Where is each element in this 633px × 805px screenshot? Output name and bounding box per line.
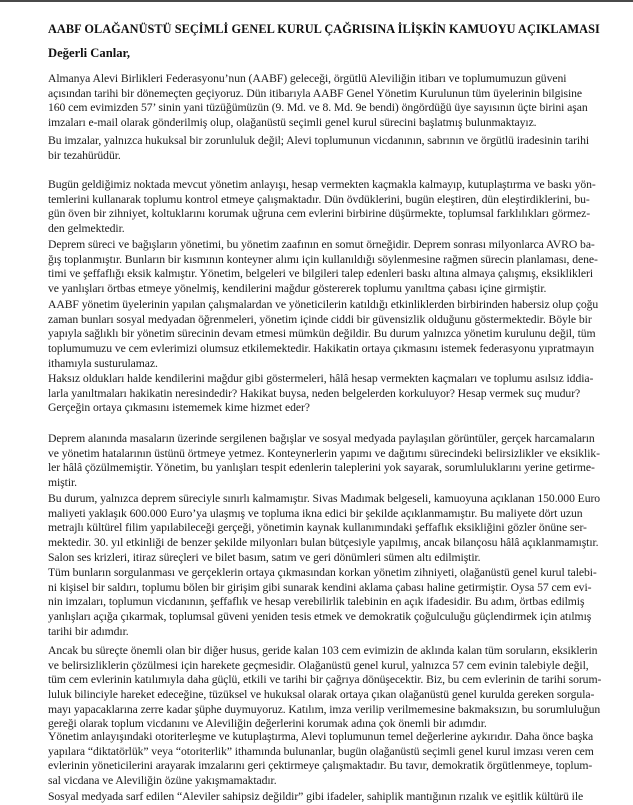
paragraph-line: 160 cem evimizden 57’ sinin yani tüzüğümüzün (9. Md. ve 8. Md. 9e bendi) öngördüğü üye sayısının üçte birini aşan [48, 101, 588, 115]
document-title: AABF OLAĞANÜSTÜ SEÇİMLİ GENEL KURUL ÇAĞRISINA İLİŞKİN KAMUOYU AÇIKLAMASI [48, 22, 600, 36]
paragraph [48, 644, 608, 732]
paragraph-line: mektedir. 30. yıl etkinliği de benzer şekilde milyonları bulan bütçesiyle yapılmış, ancak bilançosu hâlâ açıklanmamıştır. [48, 536, 599, 550]
paragraph-line: toplumumuzu ve cem evlerimizi olumsuz etkilemektedir. Hakikatin ortaya çıkmasını istemek federasyonu yıpratmayın [48, 342, 595, 356]
paragraph-line: Almanya Alevi Birlikleri Federasyonu’nun (AABF) geleceği, örgütlü Aleviliğin itibarı ve toplumumuzun güveni [48, 72, 567, 85]
paragraph-line: zaman bunları sosyal medyadan öğrenmeleri, yönetim içinde ciddi bir güvensizlik olduğunu göstermektedir. Böyle bir [48, 312, 592, 326]
paragraph-line: Yönetim anlayışındaki otoriterleşme ve kutuplaştırma, Alevi toplumunun temel değerlerine aykırıdır. Daha önce başka [48, 730, 594, 743]
paragraph [48, 72, 608, 131]
paragraph [48, 372, 608, 416]
paragraph-line: Gerçeğin ortaya çıkmasını istememek kime hizmet eder? [48, 401, 310, 415]
paragraph-line: temlerini kullanarak toplumu kontrol etmeye çalışmaktadır. Dün övdüklerini, bugün eleştiren, dün eleştirdiklerini, bu- [48, 192, 590, 206]
paragraph-line: bir tezahürüdür. [48, 148, 121, 162]
paragraph-line: ve yönetim hatalarının üstünü örtmeye yetmez. Konteynerlerin yapımı ve dağıtımı sürecindeki belirsizlikler ve eksiklik- [48, 446, 600, 460]
paragraph-line: gereği olarak toplum vicdanını ve Aleviliğin değerlerini korumak adına çok önemli bir adımdır. [48, 717, 487, 731]
paragraph [48, 790, 608, 805]
paragraph [48, 730, 608, 789]
paragraph-line: Ancak bu süreçte önemli olan bir diğer husus, geride kalan 103 cem evimizin de aklında kalan tüm soruların, eksiklerin [48, 644, 598, 657]
paragraph-line: evlerinin yöneticilerini arayarak imzalarını geri çektirmeye çalışmaktadır. Bu tavır, demokratik örgütlenmeye, toplum- [48, 759, 593, 773]
paragraph-line: Tüm bunların sorgulanması ve gerçeklerin ortaya çıkmasından korkan yönetim zihniyeti, olağanüstü genel kurul talebi- [48, 566, 597, 579]
paragraph-line: Haksız oldukları halde kendilerini mağdur gibi göstermeleri, hâlâ hesap vermekten kaçmaları ve toplumu asılsız iddia- [48, 372, 594, 385]
paragraph-line: Bugün geldiğimiz noktada mevcut yönetim anlayışı, hesap vermekten kaçmakla kalmayıp, kutuplaştırma ve baskı yön- [48, 178, 596, 191]
paragraph-line: Deprem süreci ve bağışların yönetimi, bu yönetim zaafının en somut örneğidir. Deprem sonrası milyonlarca AVRO ba- [48, 238, 595, 251]
paragraph [48, 566, 608, 639]
paragraph-line: mayı yapacaklarına zerre kadar şüphe duymuyoruz. Katılım, imza verilip verilmemesine bakmaksızın, bu sorumluluğun [48, 702, 601, 716]
paragraph-line: metrajlı kültürel filim yapılabileceği gerçeği, yönetimin kaynak kullanımındaki şeffaflık eksikliğini gözler önüne ser- [48, 521, 587, 535]
paragraph [48, 238, 608, 297]
paragraph-line: gün öven bir zihniyet, koltuklarını korumak uğruna cem evlerini birbirine düşürmekte, toplumsal farklılıkları görmez- [48, 207, 591, 221]
paragraph-line: ni kişisel bir saldırı, toplumu bölen bir girişim gibi sunarak kendini aklama çabası haline getirmiştir. Oysa 57 cem evi- [48, 580, 592, 594]
paragraph-line: açısından tarihi bir dönemeçten geçiyoruz. Dün itibarıyla AABF Genel Yönetim Kurulunun tüm üyelerinin bilgisine [48, 86, 583, 100]
paragraph [48, 298, 608, 371]
window-top-border [0, 0, 633, 2]
paragraph-line: yapılara “diktatörlük” veya “otoriterlik” ithamında bulunanlar, bugün olağanüstü seçimli genel kurul imzası veren cem [48, 744, 594, 758]
paragraph [48, 134, 608, 163]
paragraph-line: tarihi bir adımdır. [48, 624, 129, 638]
paragraph-line: ler hâlâ çözülmemiştir. Yönetim, bu yanlışları tespit edenlerin taleplerini yok sayarak, sorumluluklarını yerine getirme- [48, 461, 595, 475]
paragraph-line: miştir. [48, 476, 77, 490]
paragraph-line: Bu durum, yalnızca deprem süreciyle sınırlı kalmamıştır. Sivas Madımak belgeseli, kamuoyuna açıklanan 150.000 Euro [48, 492, 601, 505]
paragraph-line: nin imzaları, toplumun vicdanının, şeffaflık ve hesap verebilirlik talebinin en açık ifadesidir. Bu adım, örtbas edilmiş [48, 595, 585, 609]
paragraph [48, 432, 608, 491]
paragraph-line: maliyeti yaklaşık 600.000 Euro’ya ulaşmış ve topluma ikna edici bir şekilde açıklanmamıştır. Bu maliyete dört uzun [48, 506, 583, 520]
paragraph-line: yanlışları açığa çıkarmak, toplumsal güveni yeniden tesis etmek ve demokratik çoğulculuğu güçlendirmek için atılmış [48, 610, 592, 624]
paragraph-line: AABF yönetim üyelerinin yapılan çalışmalardan ve yöneticilerin katıldığı etkinliklerden birbirinden habersiz olup çoğu [48, 298, 599, 311]
paragraph [48, 178, 608, 237]
paragraph-line: sal vicdana ve Aleviliğin özüne yakışmamaktadır. [48, 774, 277, 788]
paragraph-line: Sosyal medyada sarf edilen “Aleviler sahipsiz değildir” gibi ifadeler, sahiplik mantığının rızalık ve eşitlik kültürü ile [48, 790, 584, 803]
paragraph-line: Deprem alanında masaların üzerinde sergilenen bağışlar ve sosyal medyada paylaşılan görüntüler, gerçek harcamaların [48, 432, 595, 445]
paragraph-line: ithamıyla susturulamaz. [48, 356, 158, 370]
paragraph-line: ve belirsizliklerin çözülmesi için harekete geçmesidir. Olağanüstü genel kurul, yalnızca 57 cem evinin talebiyle değil, [48, 658, 589, 672]
paragraph-line: larla yanıltmaları hakikatin neresindedir? Hakikat buysa, neden belgelerden korkuluyor? Hesap vermek suç mudur? [48, 386, 581, 400]
paragraph-line: ve yanlışları örtbas etmeye yönelmiş, kendilerini mağdur göstererek toplumu yanıltma çabası içine girmiştir. [48, 282, 547, 296]
paragraph-line: Bu imzalar, yalnızca hukuksal bir zorunluluk değil; Alevi toplumunun vicdanının, sabrının ve örgütlü iradesinin tarihi [48, 134, 590, 147]
paragraph-line: ğış toplanmıştır. Bunların bir kısmının konteyner alımı için kullanıldığı söylenmesine rağmen sürecin planlaması, dene- [48, 252, 598, 266]
paragraph-line: imzaları e-mail olarak gönderilmiş olup, olağanüstü seçimli genel kurul sürecini başlatmış bulunmaktayız. [48, 116, 537, 130]
paragraph-line: den gelmektedir. [48, 222, 125, 236]
paragraph-line: timi ve şeffaflığı eksik kalmıştır. Yönetim, belgeleri ve bilgileri talep edenleri baskı altına almaya çalışmış, eksiklikleri [48, 267, 594, 281]
paragraph-line: Salon ses krizleri, itiraz süreçleri ve bilet basım, satım ve geri dönümleri sümen altı edilmiştir. [48, 550, 481, 564]
paragraph-line: tüm cem evlerinin katılımıyla daha güçlü, etkili ve tarihi bir çağrıya dönüşecektir. Biz, bu cem evlerinin de tarihi sorum- [48, 673, 602, 687]
salutation: Değerli Canlar, [48, 46, 131, 60]
paragraph-line: luluk bilinciyle hareket edeceğine, tüzüksel ve hukuksal olarak ortaya çıkan olağanüstü genel kurulda gereken sorgula- [48, 688, 595, 702]
paragraph [48, 492, 608, 565]
paragraph-line: yapıyla sağlıklı bir yönetim sürecinin devam etmesi mümkün değildir. Bu durum yalnızca yönetim kurulunu değil, tüm [48, 327, 596, 341]
